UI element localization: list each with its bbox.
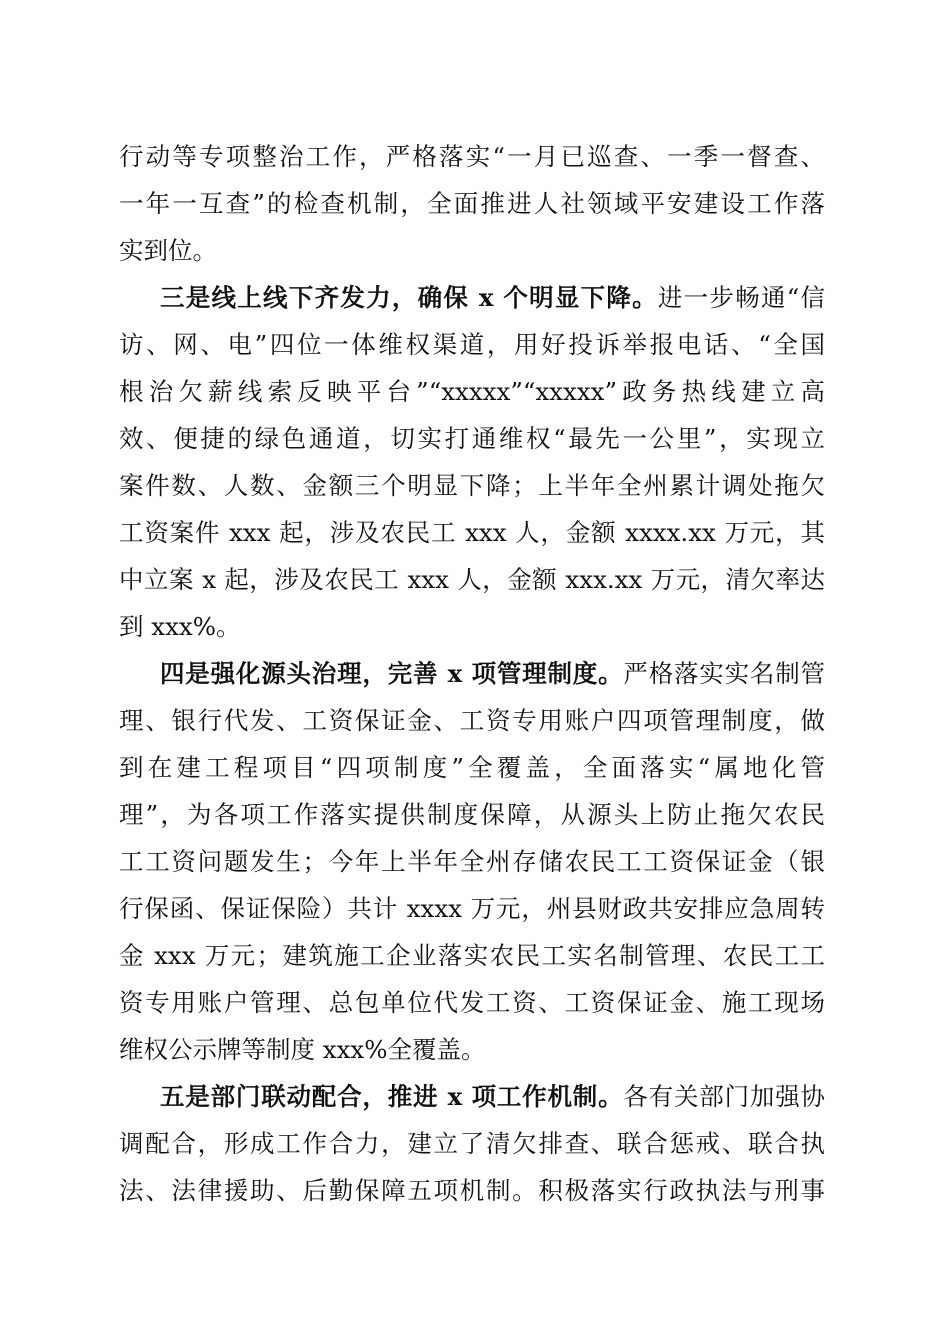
- text-line: 工工资问题发生；今年上半年全州存储农民工工资保证金（银: [119, 847, 825, 876]
- text-line: 理、银行代发、工资保证金、工资专用账户四项管理制度，做: [119, 706, 825, 735]
- paragraph-text: 进一步畅通“信: [657, 283, 825, 312]
- text-line: 效、便捷的绿色通道，切实打通维权“最先一公里”，实现立: [119, 424, 825, 453]
- paragraph-heading: 四是强化源头治理，完善 x 项管理制度。: [160, 659, 624, 688]
- text-line: 根治欠薪线索反映平台”“xxxxx”“xxxxx”政务热线建立高: [119, 377, 825, 406]
- text-line: 到在建工程项目“四项制度”全覆盖，全面落实“属地化管: [119, 753, 825, 782]
- text-line: 一年一互查”的检查机制，全面推进人社领域平安建设工作落: [119, 189, 825, 218]
- paragraph-first-line: [160, 1077, 825, 1117]
- text-line: 理”，为各项工作落实提供制度保障，从源头上防止拖欠农民: [119, 800, 825, 829]
- paragraph-first-line: [160, 278, 825, 318]
- text-line: 金 xxx 万元；建筑施工企业落实农民工实名制管理、农民工工: [119, 941, 825, 970]
- text-line: 案件数、人数、金额三个明显下降；上半年全州累计调处拖欠: [119, 471, 825, 500]
- paragraph-heading: 五是部门联动配合，推进 x 项工作机制。: [160, 1082, 624, 1111]
- paragraph-heading: 三是线上线下齐发力，确保 x 个明显下降。: [160, 283, 658, 312]
- text-line: 中立案 x 起，涉及农民工 xxx 人，金额 xxx.xx 万元，清欠率达: [119, 565, 825, 594]
- text-line: 行动等专项整治工作，严格落实“一月已巡查、一季一督查、: [119, 142, 825, 171]
- text-line: 资专用账户管理、总包单位代发工资、工资保证金、施工现场: [119, 988, 825, 1017]
- paragraph-text: 严格落实实名制管: [623, 659, 825, 688]
- text-line: 行保函、保证保险）共计 xxxx 万元，州县财政共安排应急周转: [119, 894, 825, 923]
- text-line: 工资案件 xxx 起，涉及农民工 xxx 人，金额 xxxx.xx 万元，其: [119, 518, 825, 547]
- text-line: 访、网、电”四位一体维权渠道，用好投诉举报电话、“全国: [119, 330, 825, 359]
- text-line: 调配合，形成工作合力，建立了清欠排查、联合惩戒、联合执: [119, 1129, 825, 1158]
- paragraph-text: 各有关部门加强协: [623, 1082, 825, 1111]
- text-line: 维权公示牌等制度 xxx%全覆盖。: [119, 1035, 486, 1064]
- text-line: 实到位。: [119, 236, 217, 265]
- text-line: 到 xxx%。: [119, 612, 241, 641]
- paragraph-first-line: [160, 654, 825, 694]
- text-line: 法、法律援助、后勤保障五项机制。积极落实行政执法与刑事: [119, 1176, 825, 1205]
